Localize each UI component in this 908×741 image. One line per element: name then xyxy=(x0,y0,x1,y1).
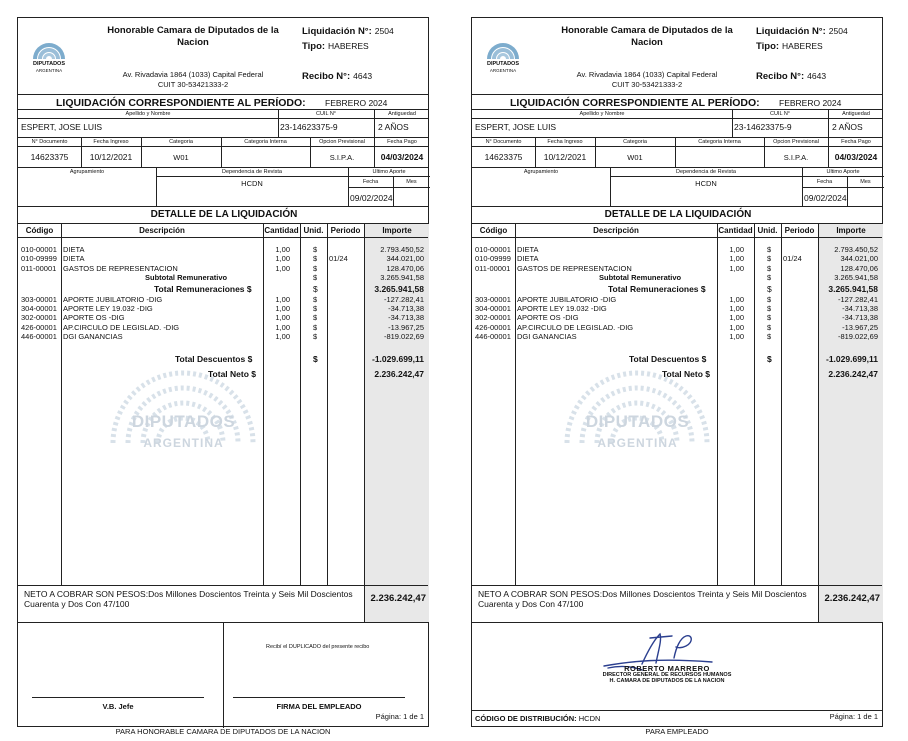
total-descuentos-label: Total Descuentos $ xyxy=(629,354,707,364)
cell-codigo: 011-00001 xyxy=(21,263,57,273)
employee-dependencia: HCDN xyxy=(695,179,717,188)
cell-descripcion: GASTOS DE REPRESENTACION xyxy=(63,263,178,273)
watermark-text: DIPUTADOS xyxy=(585,412,690,431)
cell-cantidad: 1,00 xyxy=(275,263,290,273)
period-title: LIQUIDACIÓN CORRESPONDIENTE AL PERÍODO: FEBRERO 2024 xyxy=(510,97,842,109)
watermark-icon xyxy=(101,318,266,478)
cell-codigo: 446-00001 xyxy=(475,332,511,342)
cell-descripcion: APORTE OS -DIG xyxy=(63,313,125,323)
cell-importe: 3.265.941,58 xyxy=(828,283,878,294)
cell-cantidad: 1,00 xyxy=(729,245,744,254)
employee-antiguedad: 2 AÑOS xyxy=(378,122,409,132)
recibo-number: Recibo N°: 4643 xyxy=(756,71,827,82)
cell-importe: -34.713,38 xyxy=(388,313,424,323)
page-number: Página: 1 de 1 xyxy=(829,712,878,721)
recibo-number: Recibo N°: 4643 xyxy=(302,71,373,82)
total-descuentos-value: -1.029.699,11 xyxy=(372,354,424,364)
signer-title: DIRECTOR GENERAL DE RECURSOS HUMANOS xyxy=(602,672,732,678)
cell-unid: $ xyxy=(313,303,318,313)
cell-periodo: 01/24 xyxy=(329,254,348,264)
col-periodo: Periodo xyxy=(784,226,815,235)
items-table xyxy=(18,245,430,342)
cell-cantidad: 1,00 xyxy=(275,313,290,323)
employee-cuil: 23-14623375-9 xyxy=(280,122,338,132)
cell-cantidad: 1,00 xyxy=(275,254,290,264)
cell-descripcion: DGI GANANCIAS xyxy=(517,332,577,342)
cell-descripcion: DGI GANANCIAS xyxy=(63,332,123,342)
items-table xyxy=(472,245,884,342)
cell-importe: -819.022,69 xyxy=(383,332,424,342)
cell-cantidad: 1,00 xyxy=(275,322,290,332)
col-unid: Unid. xyxy=(303,226,324,235)
cell-unid: $ xyxy=(767,313,772,323)
cell-unid: $ xyxy=(313,283,318,294)
cell-importe: 2.793.450,52 xyxy=(380,245,424,254)
cell-unid: $ xyxy=(767,322,772,332)
label-apellido: Apellido y Nombre xyxy=(579,111,625,117)
liquidacion-number: Liquidación N°: 2504 xyxy=(302,26,394,37)
signer-institution: H. CAMARA DE DIPUTADOS DE LA NACION xyxy=(609,678,725,684)
cell-descripcion: APORTE LEY 19.032 -DIG xyxy=(517,303,607,313)
institution-address: Av. Rivadavia 1864 (1033) Capital Federal CUIT 30-53421333-2 xyxy=(576,70,718,89)
cell-descripcion: APORTE JUBILATORIO -DIG xyxy=(517,294,617,304)
cell-importe: 3.265.941,58 xyxy=(834,273,878,283)
cell-unid: $ xyxy=(313,313,318,323)
total-descuentos-unit: $ xyxy=(313,354,318,364)
neto-text: NETO A COBRAR SON PESOS:Dos Millones Doscientos Treinta y Seis Mil Doscientos Cuarenta y Dos Con 47/100 xyxy=(478,589,807,609)
label-antiguedad: Antiguedad xyxy=(842,111,870,117)
cell-unid: $ xyxy=(767,283,772,294)
cell-periodo: 01/24 xyxy=(783,254,802,264)
cell-importe: -34.713,38 xyxy=(842,303,878,313)
cell-unid: $ xyxy=(767,332,772,342)
cell-descripcion: GASTOS DE REPRESENTACION xyxy=(517,263,632,273)
employee-name: ESPERT, JOSE LUIS xyxy=(21,122,103,132)
watermark-subtext: ARGENTINA xyxy=(597,436,678,450)
cell-importe: -13.967,25 xyxy=(388,322,424,332)
label-categoria: Categoria xyxy=(623,139,647,145)
cell-cantidad: 1,00 xyxy=(729,303,744,313)
table-row xyxy=(472,304,884,313)
label-categoria-interna: Categoria Interna xyxy=(244,139,287,145)
tipo-field: Tipo: HABERES xyxy=(302,41,369,52)
table-row xyxy=(472,245,884,254)
detail-title: DETALLE DE LA LIQUIDACIÓN xyxy=(150,209,298,220)
total-descuentos-unit: $ xyxy=(767,354,772,364)
label-mes: Mes xyxy=(860,179,871,185)
table-row xyxy=(18,313,430,322)
table-row xyxy=(18,295,430,304)
total-row xyxy=(18,283,430,295)
cell-unid: $ xyxy=(767,294,772,304)
codigo-distribucion: CÓDIGO DE DISTRIBUCIÓN: HCDN xyxy=(475,714,601,723)
label-fecha-ingreso: Fecha Ingreso xyxy=(93,139,129,145)
cell-codigo: 426-00001 xyxy=(21,322,57,332)
cell-codigo: 302-00001 xyxy=(21,313,57,323)
cell-descripcion: APORTE OS -DIG xyxy=(517,313,579,323)
logo-subtext: ARGENTINA xyxy=(489,68,517,73)
label-apellido: Apellido y Nombre xyxy=(125,111,171,117)
col-importe: Importe xyxy=(836,226,866,235)
cell-unid: $ xyxy=(313,245,318,254)
cell-cantidad: 1,00 xyxy=(275,245,290,254)
label-fecha: Fecha xyxy=(816,179,833,185)
subtotal-row xyxy=(472,273,884,282)
label-dependencia: Dependencia de Revista xyxy=(676,169,736,175)
cell-importe: 2.793.450,52 xyxy=(834,245,878,254)
cell-descripcion: Total Remuneraciones $ xyxy=(154,283,252,294)
cell-codigo: 302-00001 xyxy=(475,313,511,323)
cell-codigo: 426-00001 xyxy=(475,322,511,332)
employee-documento: 14623375 xyxy=(30,152,69,162)
cell-importe: 344.021,00 xyxy=(386,254,424,264)
logo-subtext: ARGENTINA xyxy=(35,68,63,73)
employee-fecha-pago: 04/03/2024 xyxy=(834,152,878,162)
cell-codigo: 010-09999 xyxy=(21,254,57,264)
recibi-text: Recibí el DUPLICADO del presente recibo xyxy=(266,644,370,650)
col-codigo: Código xyxy=(479,226,508,235)
cell-importe: 128.470,06 xyxy=(386,263,424,273)
page-number: Página: 1 de 1 xyxy=(375,712,424,721)
cell-descripcion: Subtotal Remunerativo xyxy=(599,273,682,283)
cell-codigo: 303-00001 xyxy=(475,294,511,304)
cell-unid: $ xyxy=(767,273,772,283)
cell-importe: -127.282,41 xyxy=(837,294,878,304)
table-row xyxy=(472,323,884,332)
cell-unid: $ xyxy=(767,303,772,313)
cell-descripcion: Total Remuneraciones $ xyxy=(608,283,706,294)
cell-unid: $ xyxy=(313,273,318,283)
table-row xyxy=(472,332,884,341)
receipt-duplicate xyxy=(17,17,429,727)
cell-importe: 344.021,00 xyxy=(840,254,878,264)
cell-cantidad: 1,00 xyxy=(729,322,744,332)
total-neto-value: 2.236.242,47 xyxy=(374,369,424,379)
watermark-text: DIPUTADOS xyxy=(131,412,236,431)
employee-antiguedad: 2 AÑOS xyxy=(832,122,863,132)
institution-name: Honorable Camara de Diputados de la Nacion xyxy=(561,25,733,48)
label-categoria: Categoria xyxy=(169,139,193,145)
total-neto-value: 2.236.242,47 xyxy=(828,369,878,379)
employee-fecha-ingreso: 10/12/2021 xyxy=(543,152,587,162)
label-opcion-previsional: Opcion Previsional xyxy=(319,139,365,145)
cell-importe: -127.282,41 xyxy=(383,294,424,304)
label-fecha: Fecha xyxy=(362,179,379,185)
cell-importe: -34.713,38 xyxy=(388,303,424,313)
employee-dependencia: HCDN xyxy=(241,179,263,188)
cell-unid: $ xyxy=(313,254,318,264)
cell-cantidad: 1,00 xyxy=(729,332,744,342)
employee-cuil: 23-14623375-9 xyxy=(734,122,792,132)
label-mes: Mes xyxy=(406,179,417,185)
total-row xyxy=(472,283,884,295)
cell-descripcion: DIETA xyxy=(63,254,85,264)
cell-descripcion: Subtotal Remunerativo xyxy=(145,273,228,283)
label-categoria-interna: Categoria Interna xyxy=(698,139,741,145)
label-fecha-pago: Fecha Pago xyxy=(841,139,871,145)
cell-codigo: 011-00001 xyxy=(475,263,511,273)
label-fecha-pago: Fecha Pago xyxy=(387,139,417,145)
total-descuentos-value: -1.029.699,11 xyxy=(826,354,878,364)
cell-cantidad: 1,00 xyxy=(729,313,744,323)
cell-unid: $ xyxy=(767,245,772,254)
label-documento: N° Documento xyxy=(485,139,522,145)
cell-codigo: 304-00001 xyxy=(475,303,511,313)
col-cantidad: Cantidad xyxy=(264,226,299,235)
cell-importe: -34.713,38 xyxy=(842,313,878,323)
cell-importe: 3.265.941,58 xyxy=(374,283,424,294)
neto-value: 2.236.242,47 xyxy=(824,593,880,604)
col-codigo: Código xyxy=(25,226,54,235)
cell-codigo: 446-00001 xyxy=(21,332,57,342)
employee-opcion-previsional: S.I.P.A. xyxy=(783,153,809,162)
employee-documento: 14623375 xyxy=(484,152,523,162)
label-agrupamiento: Agrupamiento xyxy=(69,169,105,175)
signer-name: ROBERTO MARRERO xyxy=(624,664,710,673)
employee-ultimo-aporte-fecha: 09/02/2024 xyxy=(804,193,847,203)
table-row xyxy=(472,295,884,304)
liquidacion-number: Liquidación N°: 2504 xyxy=(756,26,848,37)
col-descripcion: Descripción xyxy=(139,226,185,235)
watermark-subtext: ARGENTINA xyxy=(143,436,224,450)
cell-codigo: 304-00001 xyxy=(21,303,57,313)
employee-categoria: W01 xyxy=(627,153,643,162)
table-row xyxy=(472,254,884,263)
cell-codigo: 010-09999 xyxy=(475,254,511,264)
label-ultimo-aporte: Ultimo Aporte xyxy=(372,169,406,175)
label-agrupamiento: Agrupamiento xyxy=(523,169,559,175)
firma-empleado: FIRMA DEL EMPLEADO xyxy=(276,702,362,711)
cell-unid: $ xyxy=(767,263,772,273)
cell-cantidad: 1,00 xyxy=(729,254,744,264)
table-row xyxy=(472,264,884,273)
col-cantidad: Cantidad xyxy=(718,226,753,235)
label-cuil: CUIL N° xyxy=(769,111,791,117)
table-row xyxy=(18,332,430,341)
logo-text: DIPUTADOS xyxy=(33,61,65,67)
table-row xyxy=(472,313,884,322)
cell-cantidad: 1,00 xyxy=(729,294,744,304)
cell-unid: $ xyxy=(313,263,318,273)
receipt-original xyxy=(471,17,883,727)
table-row xyxy=(18,254,430,263)
cell-codigo: 010-00001 xyxy=(475,245,511,254)
col-descripcion: Descripción xyxy=(593,226,639,235)
cell-importe: -13.967,25 xyxy=(842,322,878,332)
tipo-field: Tipo: HABERES xyxy=(756,41,823,52)
institution-name: Honorable Camara de Diputados de la Nacion xyxy=(107,25,279,48)
subtotal-row xyxy=(18,273,430,282)
label-antiguedad: Antiguedad xyxy=(388,111,416,117)
caption-right: PARA EMPLEADO xyxy=(645,727,709,736)
cell-descripcion: AP.CIRCULO DE LEGISLAD. -DIG xyxy=(63,322,180,332)
employee-ultimo-aporte-fecha: 09/02/2024 xyxy=(350,193,393,203)
period-title: LIQUIDACIÓN CORRESPONDIENTE AL PERÍODO: FEBRERO 2024 xyxy=(56,97,388,109)
cell-importe: 3.265.941,58 xyxy=(380,273,424,283)
detail-title: DETALLE DE LA LIQUIDACIÓN xyxy=(604,209,752,220)
employee-fecha-pago: 04/03/2024 xyxy=(380,152,424,162)
table-row xyxy=(18,245,430,254)
employee-fecha-ingreso: 10/12/2021 xyxy=(89,152,133,162)
cell-cantidad: 1,00 xyxy=(275,294,290,304)
vb-jefe: V.B. Jefe xyxy=(102,702,134,711)
cell-unid: $ xyxy=(313,294,318,304)
label-opcion-previsional: Opcion Previsional xyxy=(773,139,819,145)
table-row xyxy=(18,304,430,313)
label-cuil: CUIL N° xyxy=(315,111,337,117)
caption-left: PARA HONORABLE CAMARA DE DIPUTADOS DE LA NACION xyxy=(115,727,331,736)
table-row xyxy=(18,323,430,332)
cell-descripcion: DIETA xyxy=(63,245,85,254)
employee-categoria: W01 xyxy=(173,153,189,162)
cell-descripcion: DIETA xyxy=(517,254,539,264)
cell-unid: $ xyxy=(767,254,772,264)
institution-address: Av. Rivadavia 1864 (1033) Capital Federal CUIT 30-53421333-2 xyxy=(122,70,264,89)
label-documento: N° Documento xyxy=(31,139,68,145)
cell-descripcion: APORTE JUBILATORIO -DIG xyxy=(63,294,163,304)
total-descuentos-label: Total Descuentos $ xyxy=(175,354,253,364)
employee-name: ESPERT, JOSE LUIS xyxy=(475,122,557,132)
cell-cantidad: 1,00 xyxy=(275,303,290,313)
neto-value: 2.236.242,47 xyxy=(370,593,426,604)
cell-unid: $ xyxy=(313,322,318,332)
label-ultimo-aporte: Ultimo Aporte xyxy=(826,169,860,175)
logo-text: DIPUTADOS xyxy=(487,61,519,67)
cell-descripcion: APORTE LEY 19.032 -DIG xyxy=(63,303,153,313)
total-neto-label: Total Neto $ xyxy=(662,369,711,379)
cell-importe: 128.470,06 xyxy=(840,263,878,273)
employee-opcion-previsional: S.I.P.A. xyxy=(329,153,355,162)
cell-codigo: 010-00001 xyxy=(21,245,57,254)
cell-importe: -819.022,69 xyxy=(837,332,878,342)
cell-cantidad: 1,00 xyxy=(729,263,744,273)
watermark-icon xyxy=(555,318,720,478)
col-unid: Unid. xyxy=(757,226,778,235)
neto-text: NETO A COBRAR SON PESOS:Dos Millones Doscientos Treinta y Seis Mil Doscientos Cuarenta y Dos Con 47/100 xyxy=(24,589,353,609)
cell-cantidad: 1,00 xyxy=(275,332,290,342)
cell-unid: $ xyxy=(313,332,318,342)
table-row xyxy=(18,264,430,273)
cell-codigo: 303-00001 xyxy=(21,294,57,304)
col-periodo: Periodo xyxy=(330,226,361,235)
label-dependencia: Dependencia de Revista xyxy=(222,169,282,175)
cell-descripcion: DIETA xyxy=(517,245,539,254)
total-neto-label: Total Neto $ xyxy=(208,369,257,379)
col-importe: Importe xyxy=(382,226,412,235)
label-fecha-ingreso: Fecha Ingreso xyxy=(547,139,583,145)
cell-descripcion: AP.CIRCULO DE LEGISLAD. -DIG xyxy=(517,322,634,332)
